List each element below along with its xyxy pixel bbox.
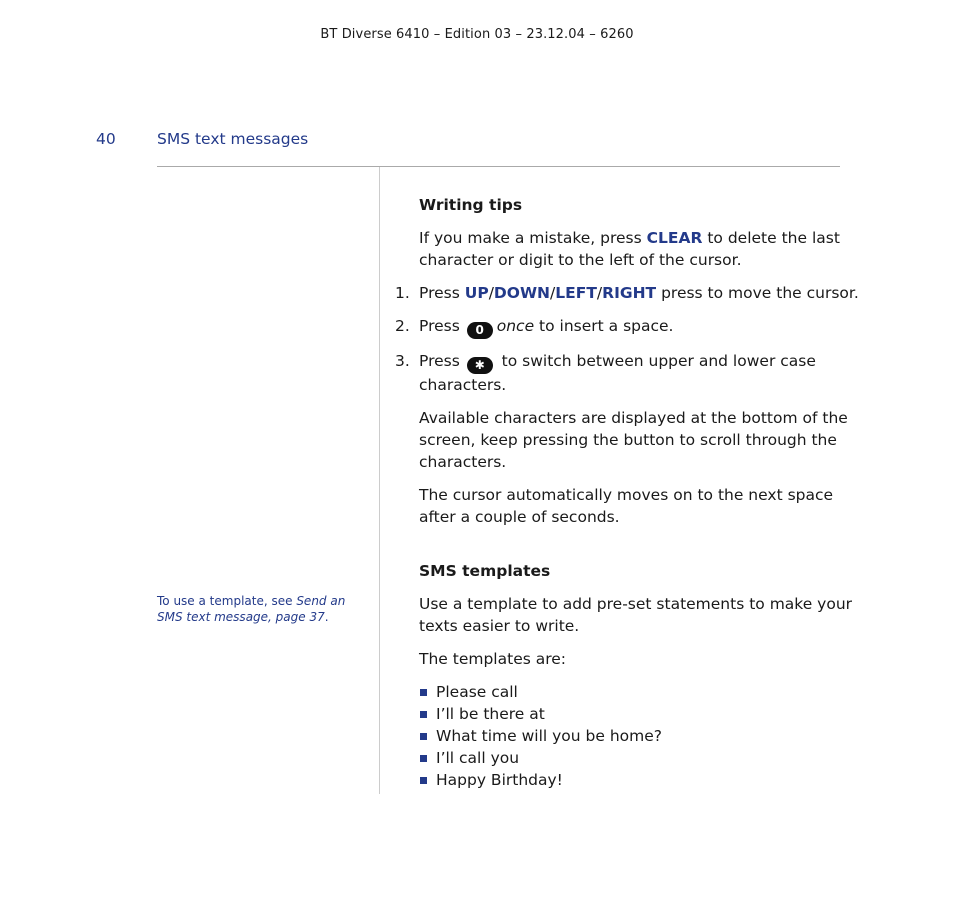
writing-tips-intro: If you make a mistake, press CLEAR to delete the last character or digit to the left of the cursor.: [419, 229, 840, 269]
available-characters-paragraph: Available characters are displayed at the bottom of the screen, keep pressing the button to scroll through the characters.: [419, 409, 848, 471]
column-divider: [379, 167, 380, 794]
side-note-suffix: .: [324, 610, 329, 624]
list-item: I’ll call you: [419, 747, 859, 769]
square-bullet-icon: [420, 711, 427, 718]
side-note-prefix: To use a template, see: [157, 594, 297, 608]
square-bullet-icon: [420, 733, 427, 740]
page-number: 40: [96, 130, 116, 148]
star-key-icon: ✱: [467, 357, 493, 374]
section-spacer: [419, 539, 859, 560]
clear-key-label: CLEAR: [646, 229, 703, 247]
side-note: [157, 593, 357, 625]
writing-tips-heading: Writing tips: [419, 196, 523, 214]
writing-steps-list: [395, 282, 859, 396]
up-key-label: UP: [464, 284, 489, 302]
cursor-paragraph: The cursor automatically moves on to the next space after a couple of seconds.: [419, 486, 834, 526]
list-item: Happy Birthday!: [419, 769, 859, 791]
header-divider: [157, 166, 840, 167]
side-note-link[interactable]: Send an SMS text message, page 37: [157, 594, 346, 624]
list-item: 2. Press 0 once to insert a space.: [395, 317, 674, 337]
document-info-header: BT Diverse 6410 – Edition 03 – 23.12.04 – 6260: [320, 27, 634, 42]
list-item: 3. Press ✱ to switch between upper and lower case characters.: [395, 352, 816, 394]
step-number: 1.: [395, 284, 410, 302]
list-item: I’ll be there at: [419, 703, 859, 725]
list-item: 1. Press UP/DOWN/LEFT/RIGHT press to move the cursor.: [395, 284, 859, 302]
templates-list: [419, 681, 859, 791]
once-emphasis: once: [496, 317, 535, 335]
left-key-label: LEFT: [555, 284, 597, 302]
zero-key-icon: 0: [467, 322, 493, 339]
list-item: Please call: [419, 681, 859, 703]
sms-templates-intro: Use a template to add pre-set statements to make your texts easier to write.: [419, 595, 853, 635]
square-bullet-icon: [420, 755, 427, 762]
main-content: [395, 194, 859, 791]
down-key-label: DOWN: [493, 284, 551, 302]
templates-list-intro: The templates are:: [419, 650, 567, 668]
step-number: 3.: [395, 352, 410, 370]
step-number: 2.: [395, 317, 410, 335]
square-bullet-icon: [420, 777, 427, 784]
list-item: What time will you be home?: [419, 725, 859, 747]
section-title: SMS text messages: [157, 130, 309, 148]
square-bullet-icon: [420, 689, 427, 696]
right-key-label: RIGHT: [602, 284, 657, 302]
sms-templates-heading: SMS templates: [419, 562, 551, 580]
